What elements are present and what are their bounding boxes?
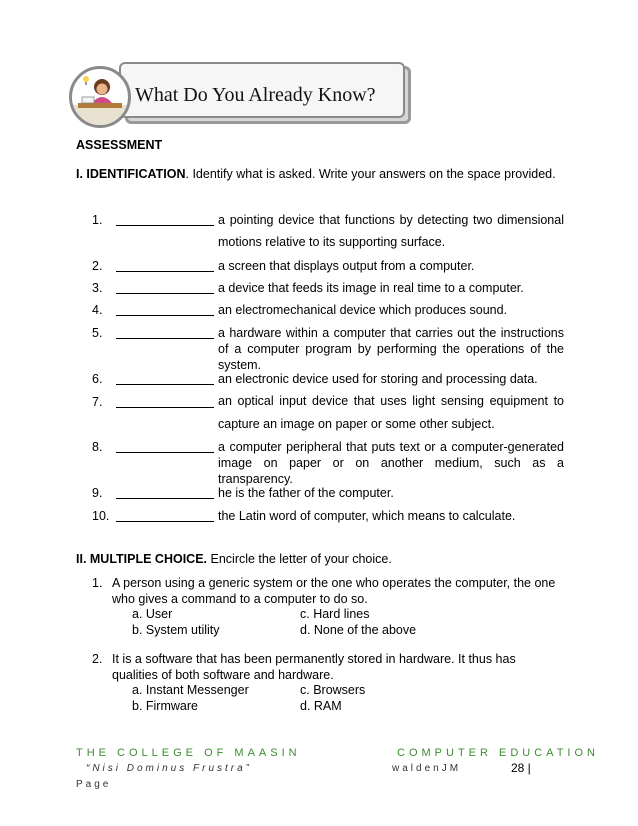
mc-option[interactable]: b. Firmware xyxy=(132,699,198,713)
answer-blank[interactable] xyxy=(116,508,214,522)
multiple-choice-instruction xyxy=(76,551,563,568)
item-description: he is the father of the computer. xyxy=(218,486,394,500)
identification-instruction-text: . Identify what is asked. Write your answers on the space provided. xyxy=(185,167,556,181)
item-description: an electromechanical device which produces sound. xyxy=(218,303,508,317)
item-number: 6. xyxy=(92,372,103,386)
item-description: a screen that displays output from a computer. xyxy=(218,259,475,273)
item-description: a computer peripheral that puts text or a computer-generated image on paper or on another medium, such as a transparency. xyxy=(218,440,564,486)
item-number: 4. xyxy=(92,303,103,317)
item-description: the Latin word of computer, which means to calculate. xyxy=(218,509,516,523)
student-thinking-icon xyxy=(69,66,131,128)
assessment-heading: ASSESSMENT xyxy=(76,138,163,152)
mc-option[interactable]: d. None of the above xyxy=(300,623,417,637)
answer-blank[interactable] xyxy=(116,371,214,385)
answer-blank[interactable] xyxy=(116,212,214,226)
footer-motto: “Nisi Dominus Frustra” xyxy=(86,763,253,774)
footer-page-number: 28 | xyxy=(511,761,531,775)
mc-option[interactable]: d. RAM xyxy=(300,699,342,713)
multiple-choice-heading: II. MULTIPLE CHOICE. xyxy=(76,552,208,566)
answer-blank[interactable] xyxy=(116,485,214,499)
item-description: an optical input device that uses light sensing equipment to capture an image on paper or some other subject. xyxy=(218,394,564,431)
answer-blank[interactable] xyxy=(116,258,214,272)
item-description: a device that feeds its image in real time to a computer. xyxy=(218,281,524,295)
footer-college-name: THE COLLEGE OF MAASIN xyxy=(76,747,301,759)
item-description: a hardware within a computer that carries out the instructions of a computer program by performing the operations of the system. xyxy=(218,326,564,372)
item-number: 9. xyxy=(92,486,103,500)
item-number: 10. xyxy=(92,509,110,523)
mc-option[interactable]: a. Instant Messenger xyxy=(132,683,249,697)
item-description: a pointing device that functions by detecting two dimensional motions relative to its supporting surface. xyxy=(218,213,564,249)
multiple-choice-instruction-text: Encircle the letter of your choice. xyxy=(207,552,392,566)
question-text: A person using a generic system or the one who operates the computer, the one who gives a command to a computer to do so. xyxy=(112,576,556,606)
item-number: 2. xyxy=(92,259,103,273)
identification-heading: I. IDENTIFICATION xyxy=(76,167,186,181)
answer-blank[interactable] xyxy=(116,280,214,294)
item-description: an electronic device used for storing and processing data. xyxy=(218,372,538,386)
question-number: 2. xyxy=(92,652,103,666)
answer-blank[interactable] xyxy=(116,439,214,453)
identification-instruction xyxy=(76,166,563,183)
mc-option[interactable]: c. Hard lines xyxy=(300,607,370,621)
mc-option[interactable]: c. Browsers xyxy=(300,683,366,697)
question-text: It is a software that has been permanently stored in hardware. It thus has qualities of both software and hardware. xyxy=(112,652,516,682)
footer-page-label: Page xyxy=(76,779,112,790)
banner-title: What Do You Already Know? xyxy=(135,84,376,106)
item-number: 5. xyxy=(92,326,103,340)
mc-option[interactable]: b. System utility xyxy=(132,623,220,637)
item-number: 7. xyxy=(92,395,103,409)
answer-blank[interactable] xyxy=(116,325,214,339)
banner xyxy=(69,62,409,124)
footer-department: COMPUTER EDUCATION xyxy=(397,747,599,759)
answer-blank[interactable] xyxy=(116,394,214,408)
item-number: 8. xyxy=(92,440,103,454)
question-number: 1. xyxy=(92,576,103,590)
mc-option[interactable]: a. User xyxy=(132,607,173,621)
item-number: 3. xyxy=(92,281,103,295)
footer-author: waldenJM xyxy=(392,763,462,774)
item-number: 1. xyxy=(92,213,103,227)
answer-blank[interactable] xyxy=(116,302,214,316)
